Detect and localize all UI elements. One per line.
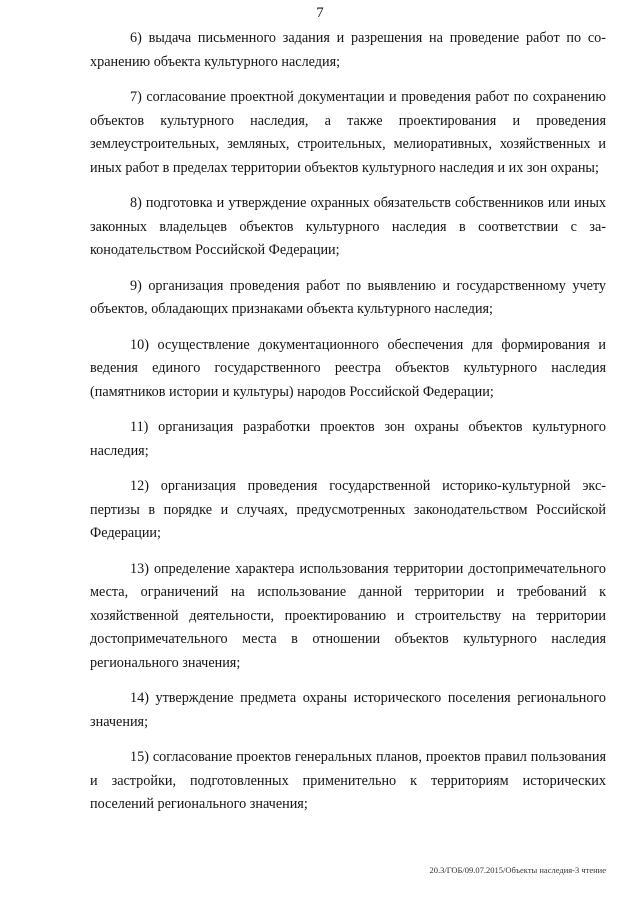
list-item-15: 15) согласование проектов генеральных планов, проектов правил пользования и застройки, подготовленных применительно к территориям исторических поселений регионального значения; <box>90 749 606 812</box>
list-item-7: 7) согласование проектной документации и проведения работ по сохранению объектов культурного наследия, а также проектирования и проведения землеустроительных, земляных, строительных, мелиоративных, хозяйственных и иных работ в пределах территории объектов культурного наследия и их зон охраны; <box>90 89 606 176</box>
list-item-10: 10) осуществление документационного обеспечения для формирования и ведения единого государственного реестра объектов культурного наследия (памятников истории и культуры) народов Российской Федерации; <box>90 336 606 400</box>
list-item-8: 8) подготовка и утверждение охранных обязательств собственников или иных законных владельцев объектов культурного наследия в соответствии с законодательством Российской Федерации; <box>90 195 606 258</box>
document-footer: 20.3/ГОБ/09.07.2015/Объекты наследия-3 чтение <box>429 865 606 875</box>
document-body <box>90 27 606 829</box>
list-item-13: 13) определение характера использования территории достопримечательного места, ограничений на использование данной территории и требований к хозяйственной деятельности, проектированию и строительству на территории достопримечательного места в отношении объектов культурного наследия регионального значения; <box>90 560 606 671</box>
list-item-9: 9) организация проведения работ по выявлению и государственному учету объектов, обладающих признаками объекта культурного наследия; <box>90 277 606 317</box>
page-number: 7 <box>316 5 324 21</box>
list-item-14: 14) утверждение предмета охраны исторического поселения регионального значения; <box>90 690 606 730</box>
list-item-12: 12) организация проведения государственной историко-культурной экспертизы в порядке и случаях, предусмотренных законодательством Российской Федерации; <box>90 478 606 541</box>
list-item-6: 6) выдача письменного задания и разрешения на проведение работ по сохранению объекта культурного наследия; <box>90 30 606 70</box>
list-item-11: 11) организация разработки проектов зон охраны объектов культурного наследия; <box>90 419 606 459</box>
